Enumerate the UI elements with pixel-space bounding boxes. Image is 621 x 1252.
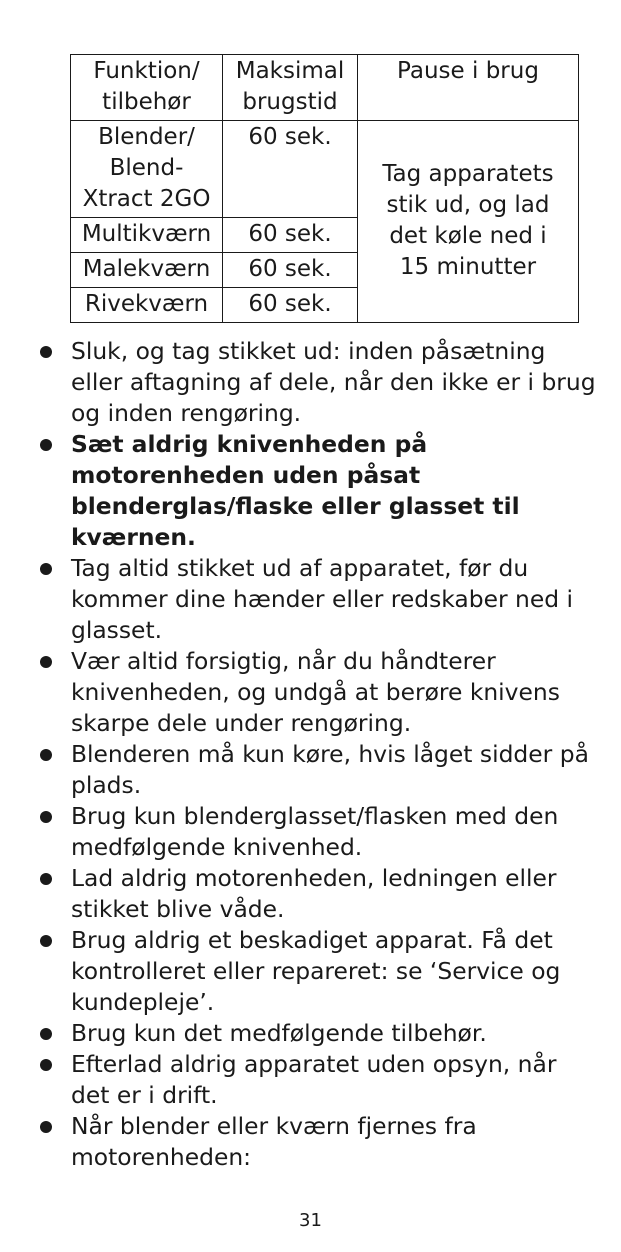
rule-text: Brug aldrig et beskadiget apparat. Få det kontrolleret eller repareret: se ‘Service og kundepleje’.: [71, 926, 561, 1016]
rule-text: Når blender eller kværn fjernes fra motorenheden:: [71, 1112, 477, 1171]
cell-time: 60 sek.: [223, 253, 358, 288]
rule-text: Vær altid forsigtig, når du håndterer knivenheden, og undgå at berøre knivens skarpe dele under rengøring.: [71, 647, 560, 737]
table-header-row: [71, 55, 579, 121]
cell-function: Multikværn: [71, 218, 223, 253]
page-number: 31: [299, 1210, 322, 1231]
header-max-time-line2: brugstid: [242, 89, 338, 115]
rule-text: Lad aldrig motorenheden, ledningen eller stikket blive våde.: [71, 864, 557, 923]
bullet-icon: [40, 873, 52, 885]
list-item: [40, 863, 600, 925]
list-item: [40, 336, 600, 429]
cell-time: 60 sek.: [223, 218, 358, 253]
header-max-time-line1: Maksimal: [235, 58, 345, 84]
cell-function: [71, 121, 223, 218]
usage-time-table: [70, 54, 579, 323]
list-item: [40, 925, 600, 1018]
list-item: [40, 1018, 600, 1049]
list-item: [40, 646, 600, 739]
rule-text: Brug kun blenderglasset/flasken med den medfølgende knivenhed.: [71, 802, 559, 861]
bullet-icon: [40, 935, 52, 947]
bullet-icon: [40, 656, 52, 668]
pause-line: 15 minutter: [399, 254, 537, 280]
list-item: [40, 553, 600, 646]
list-item: [40, 739, 600, 801]
cell-function-line3: Xtract 2GO: [82, 186, 211, 212]
pause-line: Tag apparatets: [382, 161, 554, 187]
rule-text: Sæt aldrig knivenheden på motorenheden uden påsat blenderglas/flaske eller glasset til kværnen.: [71, 430, 520, 551]
bullet-icon: [40, 749, 52, 761]
list-item: [40, 801, 600, 863]
bullet-icon: [40, 1121, 52, 1133]
bullet-icon: [40, 346, 52, 358]
cell-function: Malekværn: [71, 253, 223, 288]
header-function-line2: tilbehør: [102, 89, 191, 115]
rule-text: Blenderen må kun køre, hvis låget sidder på plads.: [71, 740, 589, 799]
header-function-line1: Funktion/: [93, 58, 200, 84]
bullet-icon: [40, 563, 52, 575]
list-item: [40, 429, 600, 553]
table-row: [71, 121, 579, 218]
cell-pause: [358, 121, 579, 323]
cell-function-line1: Blender/: [98, 124, 195, 150]
pause-line: det køle ned i: [389, 223, 547, 249]
list-item: [40, 1111, 600, 1173]
cell-time: 60 sek.: [223, 121, 358, 218]
rule-text: Brug kun det medfølgende tilbehør.: [71, 1019, 487, 1047]
header-function: [71, 55, 223, 121]
rule-text: Efterlad aldrig apparatet uden opsyn, når det er i drift.: [71, 1050, 557, 1109]
bullet-icon: [40, 1028, 52, 1040]
rule-text: Tag altid stikket ud af apparatet, før du kommer dine hænder eller redskaber ned i glasset.: [71, 554, 574, 644]
bullet-icon: [40, 1059, 52, 1071]
bullet-icon: [40, 439, 52, 451]
cell-time: 60 sek.: [223, 288, 358, 323]
rule-text: Sluk, og tag stikket ud: inden påsætning eller aftagning af dele, når den ikke er i brug og inden rengøring.: [71, 337, 596, 427]
cell-function: Rivekværn: [71, 288, 223, 323]
cell-function-line2: Blend-: [109, 155, 184, 181]
safety-rules-list: [40, 336, 600, 1173]
bullet-icon: [40, 811, 52, 823]
pause-line: stik ud, og lad: [386, 192, 550, 218]
header-max-time: [223, 55, 358, 121]
header-pause: Pause i brug: [358, 55, 579, 121]
list-item: [40, 1049, 600, 1111]
